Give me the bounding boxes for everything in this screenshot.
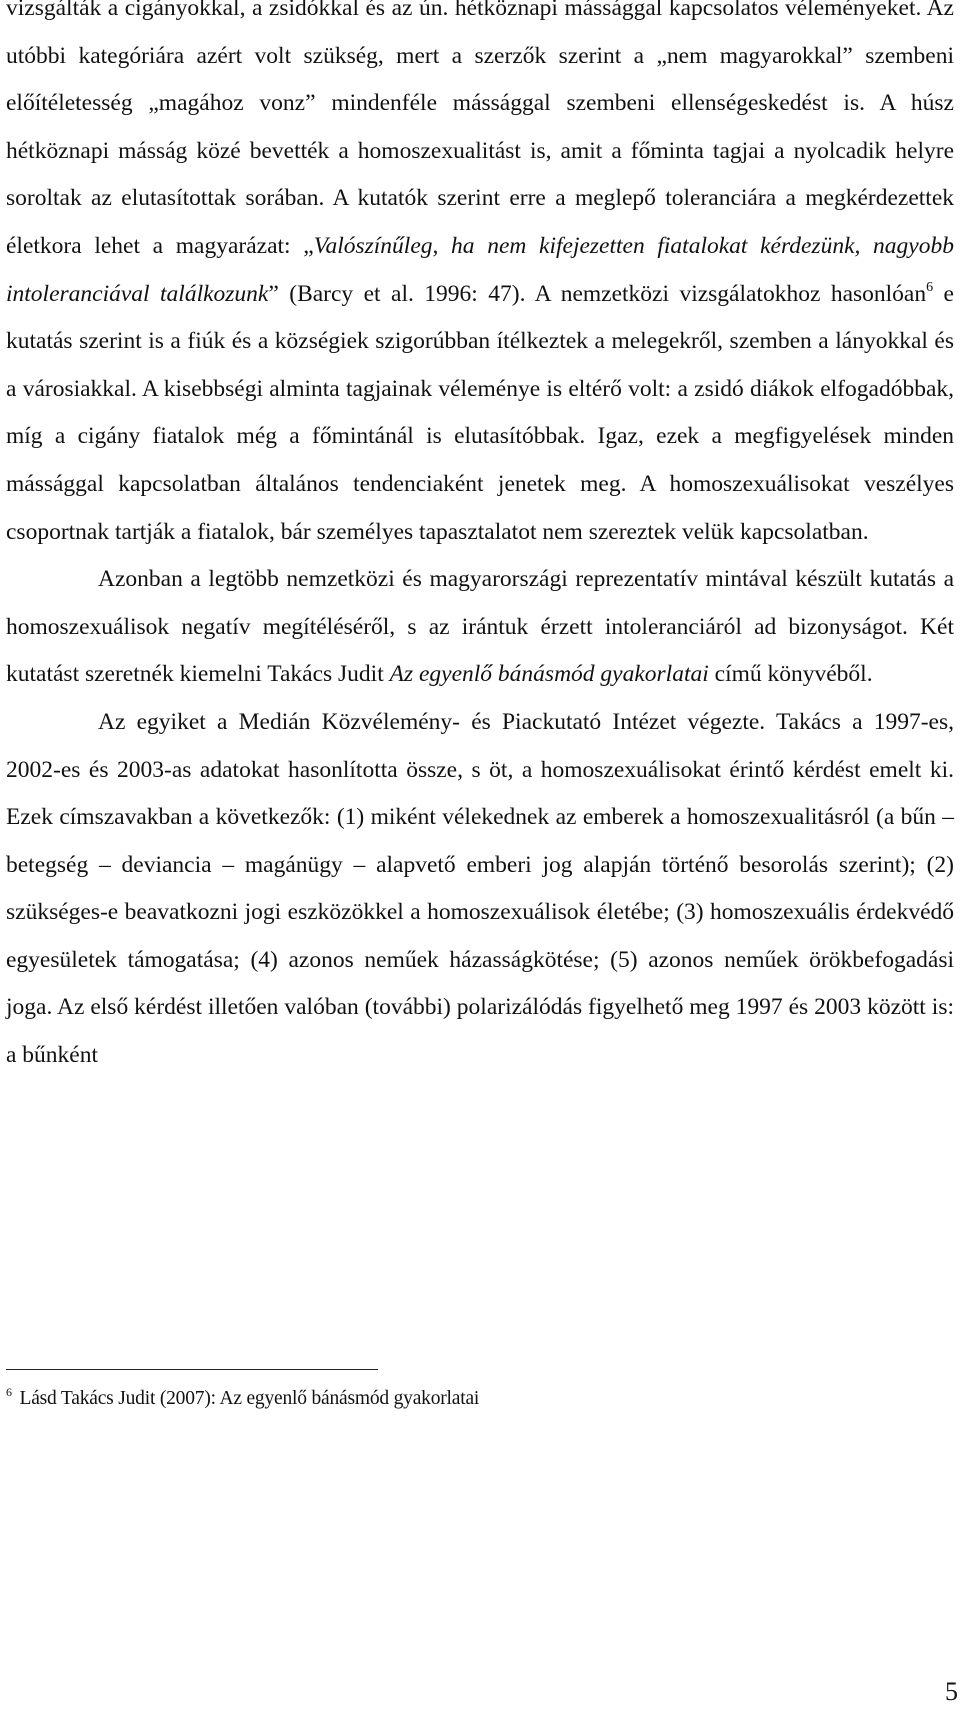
paragraph-1 xyxy=(6,0,954,556)
paragraph-1-text-b: ” (Barcy et al. 1996: 47). A nemzetközi vizsgálatokhoz hasonlóan xyxy=(268,280,927,307)
paragraph-2-text-b: című könyvéből. xyxy=(708,661,873,688)
footnote xyxy=(6,1385,479,1413)
paragraph-1-text-c: e kutatás szerint is a fiúk és a községiek szigorúbban ítélkeztek a melegekről, szemben a lányokkal és a városiakkal. A kisebbségi alminta tagjainak véleménye is eltérő volt: a zsidó diákok elfogadóbbak, míg a cigány fiatalok még a főmintánál is elutasítóbbak. Igaz, ezek a megfigyelések minden mássággal kapcsolatban általános tendenciaként jenetek meg. A homoszexuálisokat veszélyes csoportnak tartják a fiatalok, bár személyes tapasztalatot nem szereztek velük kapcsolatban. xyxy=(6,280,954,545)
footnote-reference: 6 xyxy=(926,279,934,295)
paragraph-2 xyxy=(6,556,954,699)
paragraph-3: Az egyiket a Medián Közvélemény- és Piackutató Intézet végezte. Takács a 1997-es, 2002-es és 2003-as adatokat hasonlította össze, s öt, a homoszexuálisokat érintő kérdést emelt ki. Ezek címszavakban a következők: (1) miként vélekednek az emberek a homoszexualitásról (a bűn – betegség – deviancia – magánügy – alapvető emberi jog alapján történő besorolás szerint); (2) szükséges-e beavatkozni jogi eszközökkel a homoszexuálisok életébe; (3) homoszexuális érdekvédő egyesületek támogatása; (4) azonos neműek házasságkötése; (5) azonos neműek örökbefogadási joga. Az első kérdést illetően valóban (további) polarizálódás figyelhető meg 1997 és 2003 között is: a bűnként xyxy=(6,708,954,1069)
paragraph-2-text-a: Azonban a legtöbb nemzetközi és magyarországi reprezentatív mintával készült kutatás a homoszexuálisok negatív megítéléséről, s az irántuk érzett intoleranciáról ad bizonyságot. Két kutatást szeretnék kiemelni Takács Judit xyxy=(6,566,954,688)
paragraph-2-book-title: Az egyenlő bánásmód gyakorlatai xyxy=(389,661,709,688)
document-page xyxy=(6,0,954,1080)
paragraph-1-text-a: vizsgálták a cigányokkal, a zsidókkal és az ún. hétköznapi mássággal kapcsolatos véleményeket. Az utóbbi kategóriára azért volt szükség, mert a szerzők szerint a „nem magyarokkal” szembeni előítéletesség „magához vonz” mindenféle mássággal szembeni ellenségeskedést is. A húsz hétköznapi másság közé bevették a homoszexualitást is, amit a főminta tagjai a nyolcadik helyre soroltak az elutasítottak sorában. A kutatók szerint erre a meglepő toleranciára a megkérdezettek életkora lehet a magyarázat: „ xyxy=(6,0,954,259)
footnote-number: 6 xyxy=(6,1385,12,1399)
paragraph-1-quote: Valószínűleg, ha nem kifejezetten fiatalokat kérdezünk, nagyobb intoleranciával találkozunk xyxy=(6,232,954,307)
footnote-text: Lásd Takács Judit (2007): Az egyenlő bánásmód gyakorlatai xyxy=(14,1388,480,1409)
footnote-separator xyxy=(6,1369,378,1370)
page-number: 5 xyxy=(945,1677,958,1706)
